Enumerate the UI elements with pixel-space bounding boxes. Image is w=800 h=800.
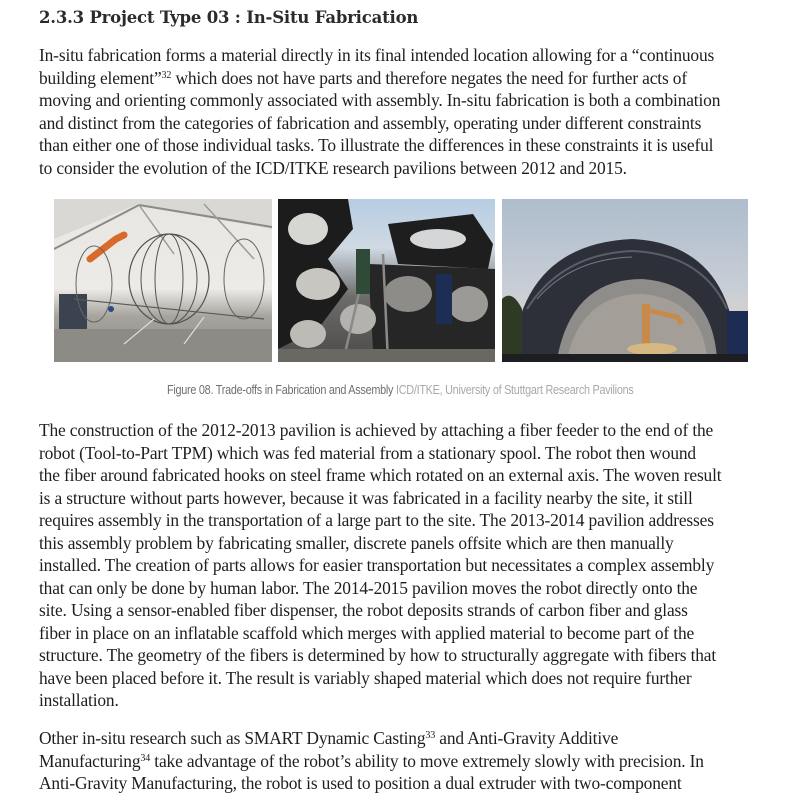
text-line: fiber in place on an inflatable scaffold which merges with applied material to become part of the [39,622,695,643]
section-heading: 2.3.3 Project Type 03 : In-Situ Fabrication [39,8,419,27]
paragraph-intro [39,44,769,179]
figure-caption-title: Figure 08. Trade-offs in Fabrication and Assembly [167,383,394,397]
footnote-ref[interactable]: 32 [161,69,172,81]
tent-robot-illustration [54,199,272,362]
paragraph-other-research [39,727,769,795]
text-line: Manufacturing$^{34}$ take advantage of the robot’s ability to move extremely slowly with precision. In [39,750,704,771]
footnote-ref[interactable]: 33 [425,730,436,741]
text-line: In-situ fabrication forms a material directly in its final intended location allowing for a “continuous [39,45,715,65]
text-line: the fiber around fabricated hooks on steel frame which rotated on an external axis. The woven result [39,465,722,485]
text-line: this assembly problem by fabricating smaller, discrete panels offsite which are then manually [39,532,674,553]
text-line: installation. [39,690,119,710]
figure-image-2013-pavilion [278,199,495,362]
figure-caption-credit: ICD/ITKE, University of Stuttgart Research Pavilions [395,383,634,397]
text-line: moving and orienting commonly associated with assembly. In-situ fabrication is both a combination [39,90,721,110]
text-line: The construction of the 2012-2013 pavilion is achieved by attaching a fiber feeder to the end of the [39,420,714,440]
text-line: that can only be done by human labor. The 2014-2015 pavilion moves the robot directly onto the [39,577,698,598]
text-line: and distinct from the categories of fabrication and assembly, operating under different constraints [39,112,702,133]
text-line: Other in-situ research such as SMART Dynamic Casting$^{33}$ and Anti-Gravity Additive [39,728,619,748]
text-line: than either one of those individual tasks. To illustrate the differences in these constraints it is useful [39,135,714,155]
text-line: have been placed before it. The result is variably shaped material which does not require further [39,667,692,688]
paragraph-pavilions [39,419,769,712]
footnote-ref[interactable]: 34 [140,752,151,764]
figure-caption [56,383,744,397]
fiber-panels-illustration [278,199,495,362]
text-line: robot (Tool-to-Part TPM) which was fed material from a stationary spool. The robot then wound [39,442,696,463]
text-line: structure. The geometry of the fibers is determined by how to structurally aggregate with fibers that [39,645,717,665]
text-line: installed. The creation of parts allows for easier transportation but necessitates a complex assembly [39,555,715,575]
text-line: to consider the evolution of the ICD/ITKE research pavilions between 2012 and 2015. [39,157,627,178]
text-line: building element”$^{32}$ which does not have parts and therefore negates the need for further acts of [39,67,687,88]
text-line: requires assembly in the transportation of a large part to the site. The 2013-2014 pavilion addresses [39,510,714,530]
figure-image-2014-pavilion [502,199,748,362]
text-line: Anti-Gravity Manufacturing, the robot is used to position a dual extruder with two-component [39,773,682,793]
inflated-dome-illustration [502,199,748,362]
text-line: is a structure without parts however, because it was fabricated in a facility nearby the site, it still [39,487,693,508]
figure-image-2012-pavilion [54,199,272,362]
text-line: site. Using a sensor-enabled fiber dispenser, the robot deposits strands of carbon fiber and glass [39,600,688,620]
